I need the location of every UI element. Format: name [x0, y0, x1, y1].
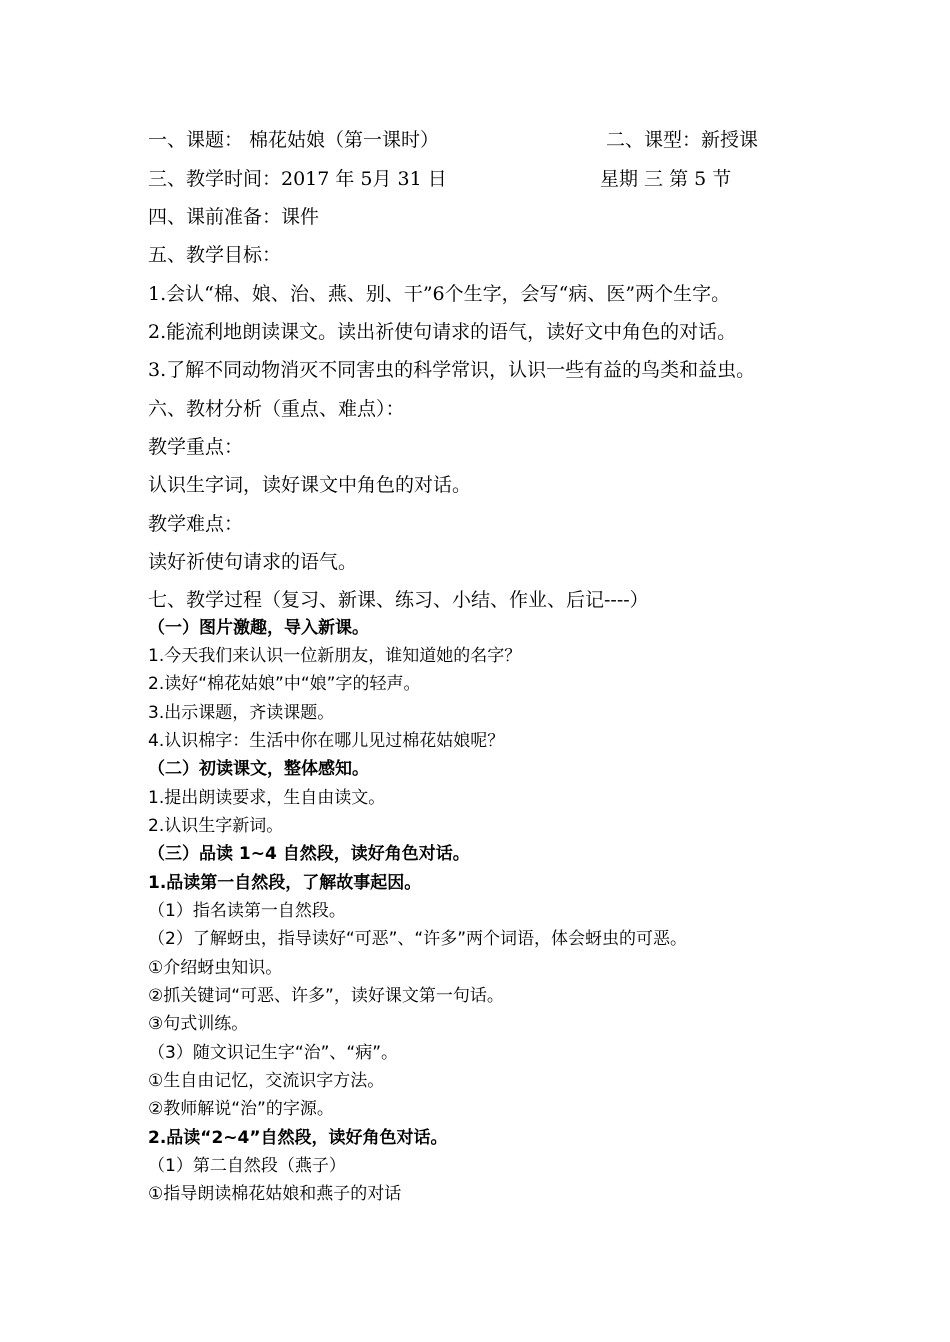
objective-item: 1.会认“棉、娘、治、燕、别、干”6个生字，会写“病、医”两个生字。: [148, 283, 731, 305]
process-line: 1.提出朗读要求，生自由读文。: [148, 788, 386, 808]
process-line: ①生自由记忆，交流识字方法。: [148, 1071, 385, 1091]
analysis-heading: 六、教材分析（重点、难点）：: [148, 398, 405, 420]
process-line: ①介绍蚜虫知识。: [148, 958, 283, 978]
difficulty-label: 教学难点：: [148, 513, 244, 535]
lesson-weekday: 星期 三 第 5 节: [600, 168, 732, 190]
process-line: 3.出示课题，齐读课题。: [148, 703, 335, 723]
lesson-time: 三、教学时间：2017 年 5月 31 日: [148, 168, 447, 190]
section-heading: （一）图片激趣，导入新课。: [148, 618, 369, 638]
difficulty-text: 读好祈使句请求的语气。: [148, 551, 358, 573]
process-line: ①指导朗读棉花姑娘和燕子的对话: [148, 1184, 402, 1204]
process-heading: 七、教学过程（复习、新课、练习、小结、作业、后记----）: [148, 589, 649, 611]
subsection-heading: 2.品读“2~4”自然段，读好角色对话。: [148, 1128, 448, 1148]
preparation-line: 四、课前准备：课件: [148, 206, 320, 228]
process-line: ②教师解说“治”的字源。: [148, 1099, 334, 1119]
lesson-topic: 一、课题： 棉花姑娘（第一课时）: [148, 129, 440, 151]
process-line: ③句式训练。: [148, 1014, 249, 1034]
key-point-text: 认识生字词，读好课文中角色的对话。: [148, 474, 472, 496]
process-line: （3）随文识记生字“治”、“病”。: [148, 1043, 399, 1063]
process-line: 4.认识棉字：生活中你在哪儿见过棉花姑娘呢？: [148, 731, 505, 751]
objective-item: 2.能流利地朗读课文。读出祈使句请求的语气，读好文中角色的对话。: [148, 321, 737, 343]
process-line: 2.认识生字新词。: [148, 816, 284, 836]
key-point-label: 教学重点：: [148, 436, 244, 458]
section-heading: （二）初读课文，整体感知。: [148, 759, 369, 779]
process-line: ②抓关键词“可恶、许多”，读好课文第一句话。: [148, 986, 504, 1006]
process-line: 1.今天我们来认识一位新朋友，谁知道她的名字？: [148, 646, 522, 666]
process-line: （1）第二自然段（燕子）: [148, 1156, 346, 1176]
process-line: 2.读好“棉花姑娘”中“娘”字的轻声。: [148, 674, 421, 694]
objectives-heading: 五、教学目标：: [148, 244, 282, 266]
objective-item: 3.了解不同动物消灭不同害虫的科学常识，认识一些有益的鸟类和益虫。: [148, 359, 756, 381]
process-line: （1）指名读第一自然段。: [148, 901, 346, 921]
section-heading: （三）品读 1~4 自然段，读好角色对话。: [148, 844, 470, 864]
subsection-heading: 1.品读第一自然段，了解故事起因。: [148, 873, 422, 893]
lesson-type: 二、课型：新授课: [606, 129, 759, 151]
process-line: （2）了解蚜虫，指导读好“可恶”、“许多”两个词语，体会蚜虫的可恶。: [148, 929, 688, 949]
time-line: [148, 167, 732, 191]
topic-line: [148, 128, 759, 152]
